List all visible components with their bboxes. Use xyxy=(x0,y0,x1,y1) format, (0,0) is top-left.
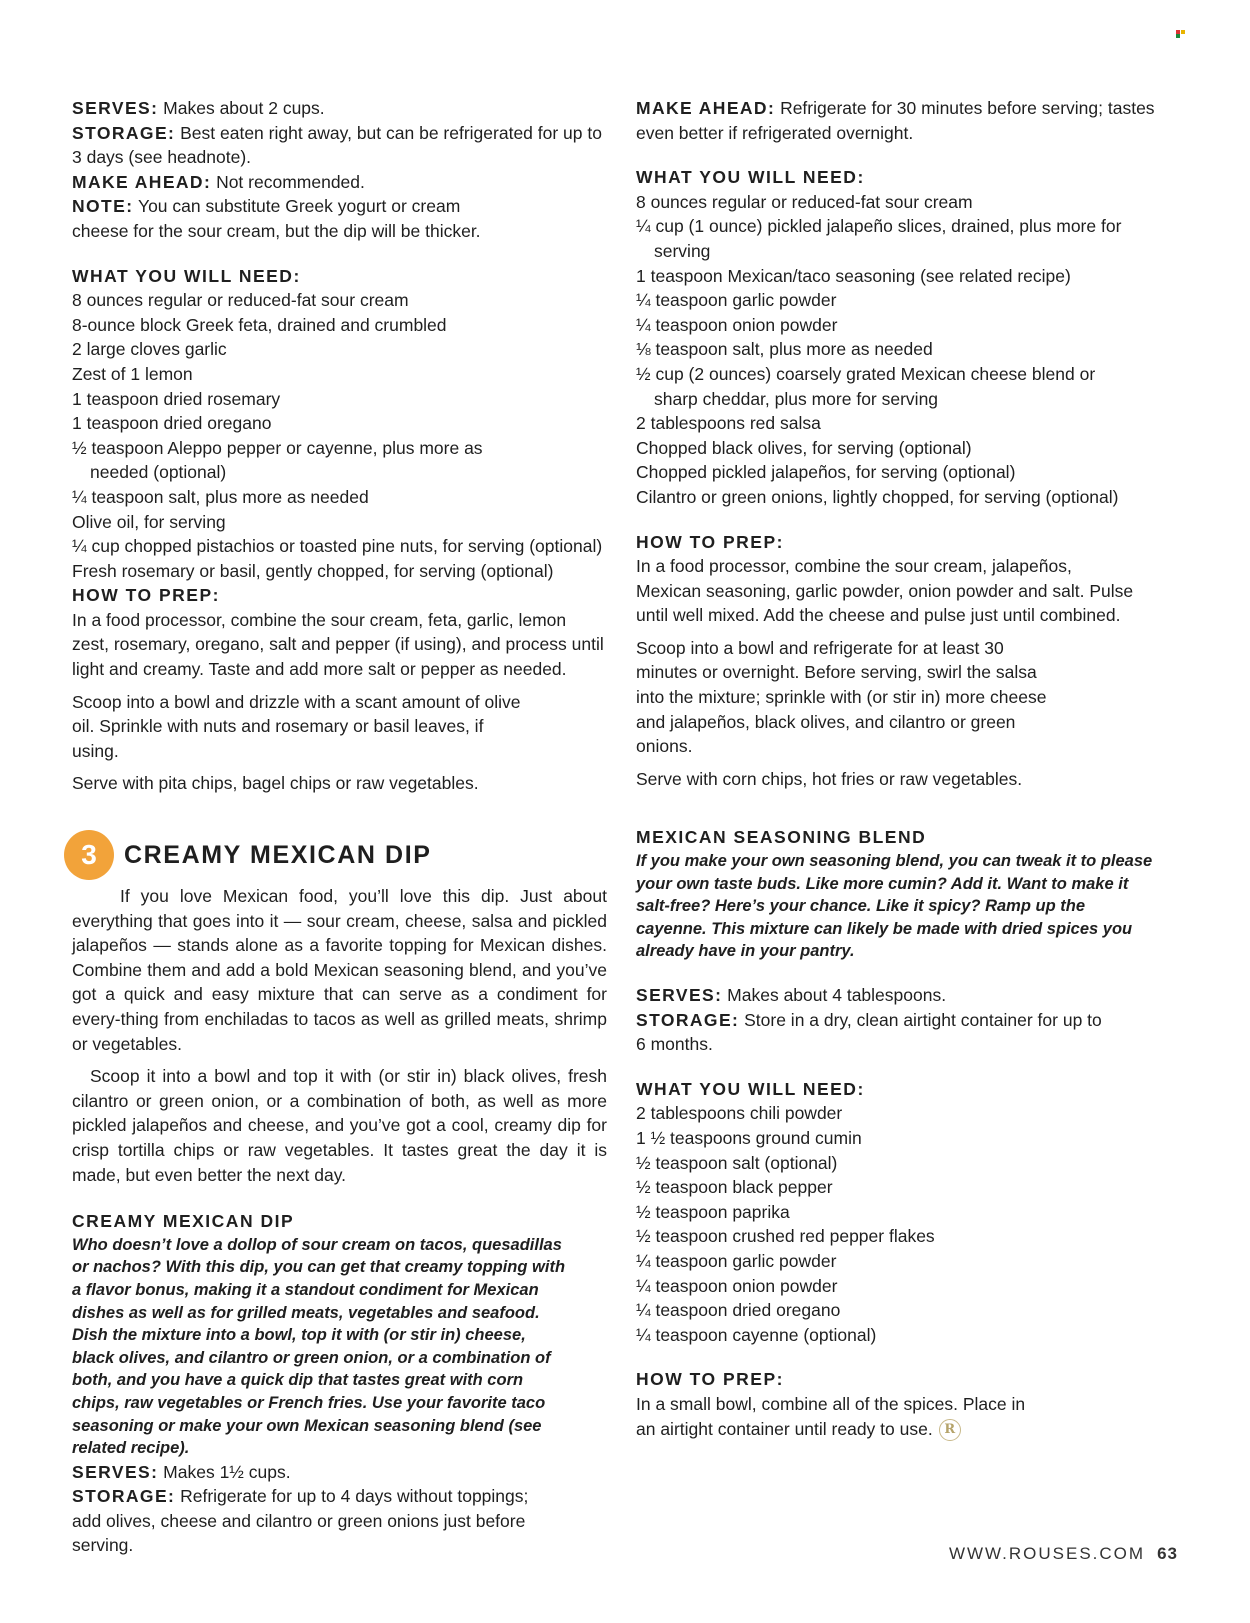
list-item: Chopped black olives, for serving (optional) xyxy=(636,437,972,458)
list-item: 2 large cloves garlic xyxy=(72,339,227,360)
list-item: Chopped pickled jalapeños, for serving (optional) xyxy=(636,462,1016,483)
prep-step: In a small bowl, combine all of the spices. Place in an airtight container until ready to use. R xyxy=(636,1392,1026,1441)
list-item: ¼ teaspoon salt, plus more as needed xyxy=(72,486,369,507)
seasoning-headnote: If you make your own seasoning blend, you can tweak it to please your own taste buds. Like more cumin? Add it. Want to make it salt-free? Here’s your chance. Like it spicy? Ramp up the cayenne. This mixture can likely be made with dried spices you already have in your pantry. xyxy=(636,852,1153,961)
note-line: NOTE: You can substitute Greek yogurt or cream cheese for the sour cream, but the dip will be thicker. xyxy=(72,196,481,241)
serves-line: SERVES: Makes about 2 cups. xyxy=(72,98,325,118)
list-item: Fresh rosemary or basil, gently chopped, for serving (optional) xyxy=(72,560,554,581)
ingredients-list xyxy=(72,288,603,583)
rouses-logo-icon: R xyxy=(939,1419,961,1441)
list-item: ½ teaspoon Aleppo pepper or cayenne, plus more as needed (optional) xyxy=(72,437,483,483)
ingredients-list xyxy=(636,1101,1176,1347)
prep-heading: HOW TO PREP: xyxy=(636,531,784,552)
list-item: 2 tablespoons red salsa xyxy=(636,413,821,434)
list-item: 1 ½ teaspoons ground cumin xyxy=(636,1127,862,1148)
list-item: Olive oil, for serving xyxy=(72,511,226,532)
list-item: ¼ teaspoon onion powder xyxy=(636,1275,838,1296)
section-number-badge: 3 xyxy=(64,830,114,880)
section-title xyxy=(64,830,607,880)
list-item: Zest of 1 lemon xyxy=(72,363,193,384)
prep-step: Serve with pita chips, bagel chips or raw vegetables. xyxy=(72,773,479,794)
list-item: Cilantro or green onions, lightly chopped, for serving (optional) xyxy=(636,486,1119,507)
list-item: 8-ounce block Greek feta, drained and crumbled xyxy=(72,314,447,335)
prep-step: Scoop into a bowl and drizzle with a scant amount of olive oil. Sprinkle with nuts and rosemary or basil leaves, if using. xyxy=(72,691,521,761)
list-item: 1 teaspoon dried rosemary xyxy=(72,388,281,409)
list-item: ¼ teaspoon garlic powder xyxy=(636,1250,837,1271)
make-ahead-line: MAKE AHEAD: Refrigerate for 30 minutes before serving; tastes even better if refrigerated overnight. xyxy=(636,98,1155,143)
make-ahead-line: MAKE AHEAD: Not recommended. xyxy=(72,171,365,192)
list-item: ¼ cup (1 ounce) pickled jalapeño slices, drained, plus more for serving xyxy=(636,216,1122,261)
left-column xyxy=(72,96,607,1558)
serves-line: SERVES: Makes about 4 tablespoons. xyxy=(636,985,947,1005)
prep-heading: HOW TO PREP: xyxy=(636,1369,784,1390)
list-item: 8 ounces regular or reduced-fat sour cream xyxy=(72,290,409,311)
prep-step: In a food processor, combine the sour cream, jalapeños, Mexican seasoning, garlic powder, onion powder and salt. Pulse until well mixed. Add the cheese and pulse just until combined. xyxy=(636,556,1134,626)
seasoning-heading: MEXICAN SEASONING BLEND xyxy=(636,827,927,848)
intro-paragraph: Scoop it into a bowl and top it with (or stir in) black olives, fresh cilantro or green onion, or a combination of both, as well as more pickled jalapeños and cheese, and you’ve got a cool, creamy dip for crisp tortilla chips or raw vegetables. It tastes great the day it is made, but even better the next day. xyxy=(72,1066,607,1185)
list-item: 1 teaspoon dried oregano xyxy=(72,413,272,434)
prep-step: In a food processor, combine the sour cream, feta, garlic, lemon zest, rosemary, oregano, salt and pepper (if using), and process until light and creamy. Taste and add more salt or pepper as needed. xyxy=(72,609,604,680)
list-item: ½ teaspoon salt (optional) xyxy=(636,1152,838,1173)
page-number: 63 xyxy=(1157,1544,1178,1563)
list-item: ¼ teaspoon onion powder xyxy=(636,314,838,335)
storage-line: STORAGE: Store in a dry, clean airtight container for up to 6 months. xyxy=(636,1009,1102,1055)
list-item: ½ cup (2 ounces) coarsely grated Mexican cheese blend or sharp cheddar, plus more for serving xyxy=(636,363,1096,409)
right-column xyxy=(636,96,1176,1441)
list-item: 1 teaspoon Mexican/taco seasoning (see related recipe) xyxy=(636,265,1071,286)
corner-mark xyxy=(1176,30,1186,38)
ingredients-heading: WHAT YOU WILL NEED: xyxy=(636,1078,865,1099)
page-footer xyxy=(949,1544,1178,1564)
ingredients-list xyxy=(636,190,1136,510)
list-item: ½ teaspoon black pepper xyxy=(636,1177,833,1198)
serves-line: SERVES: Makes 1½ cups. xyxy=(72,1461,291,1482)
list-item: ¼ teaspoon garlic powder xyxy=(636,290,837,311)
ingredients-heading: WHAT YOU WILL NEED: xyxy=(636,167,865,188)
recipe-headnote: Who doesn’t love a dollop of sour cream on tacos, quesadillas or nachos? With this dip, you can get that creamy topping with a flavor bonus, making it a standout condiment for Mexican dishes as well as for grilled meats, vegetables and seafood. Dish the mixture into a bowl, top it with (or stir in) cheese, black olives, and cilantro or green onion, or a combination of both, and you have a quick dip that tastes great with corn chips, raw vegetables or French fries. Use your favorite taco seasoning or make your own Mexican seasoning blend (see related recipe). xyxy=(72,1235,566,1458)
list-item: ¼ teaspoon cayenne (optional) xyxy=(636,1324,877,1345)
prep-step: Serve with corn chips, hot fries or raw vegetables. xyxy=(636,768,1023,789)
recipe-heading: CREAMY MEXICAN DIP xyxy=(72,1211,295,1232)
list-item: ½ teaspoon paprika xyxy=(636,1201,790,1222)
list-item: ½ teaspoon crushed red pepper flakes xyxy=(636,1226,935,1247)
site-url: WWW.ROUSES.COM xyxy=(948,1544,1146,1563)
prep-heading: HOW TO PREP: xyxy=(72,585,220,606)
prep-step: Scoop into a bowl and refrigerate for at least 30 minutes or overnight. Before serving, swirl the salsa into the mixture; sprinkle with (or stir in) more cheese and jalapeños, black olives, and cilantro or green onions. xyxy=(636,637,1047,757)
storage-line: STORAGE: Refrigerate for up to 4 days without toppings; add olives, cheese and cilantro or green onions just before serving. xyxy=(72,1486,529,1556)
intro-paragraph: If you love Mexican food, you’ll love this dip. Just about everything that goes into it — sour cream, cheese, salsa and pickled jalapeños — stands alone as a favorite topping for Mexican dishes. Combine them and add a bold Mexican seasoning blend, and you’ve got a quick and easy mixture that can serve as a condiment for every-thing from enchiladas to tacos as well as grilled meats, shrimp or vegetables. xyxy=(72,886,607,1054)
list-item: ¼ teaspoon dried oregano xyxy=(636,1300,841,1321)
list-item: 2 tablespoons chili powder xyxy=(636,1103,843,1124)
list-item: ⅛ teaspoon salt, plus more as needed xyxy=(636,339,933,360)
storage-line: STORAGE: Best eaten right away, but can be refrigerated for up to 3 days (see headnote). xyxy=(72,122,602,168)
list-item: ¼ cup chopped pistachios or toasted pine nuts, for serving (optional) xyxy=(72,536,603,557)
list-item: 8 ounces regular or reduced-fat sour cream xyxy=(636,191,973,212)
ingredients-heading: WHAT YOU WILL NEED: xyxy=(72,265,301,286)
section-heading: CREAMY MEXICAN DIP xyxy=(124,840,432,869)
